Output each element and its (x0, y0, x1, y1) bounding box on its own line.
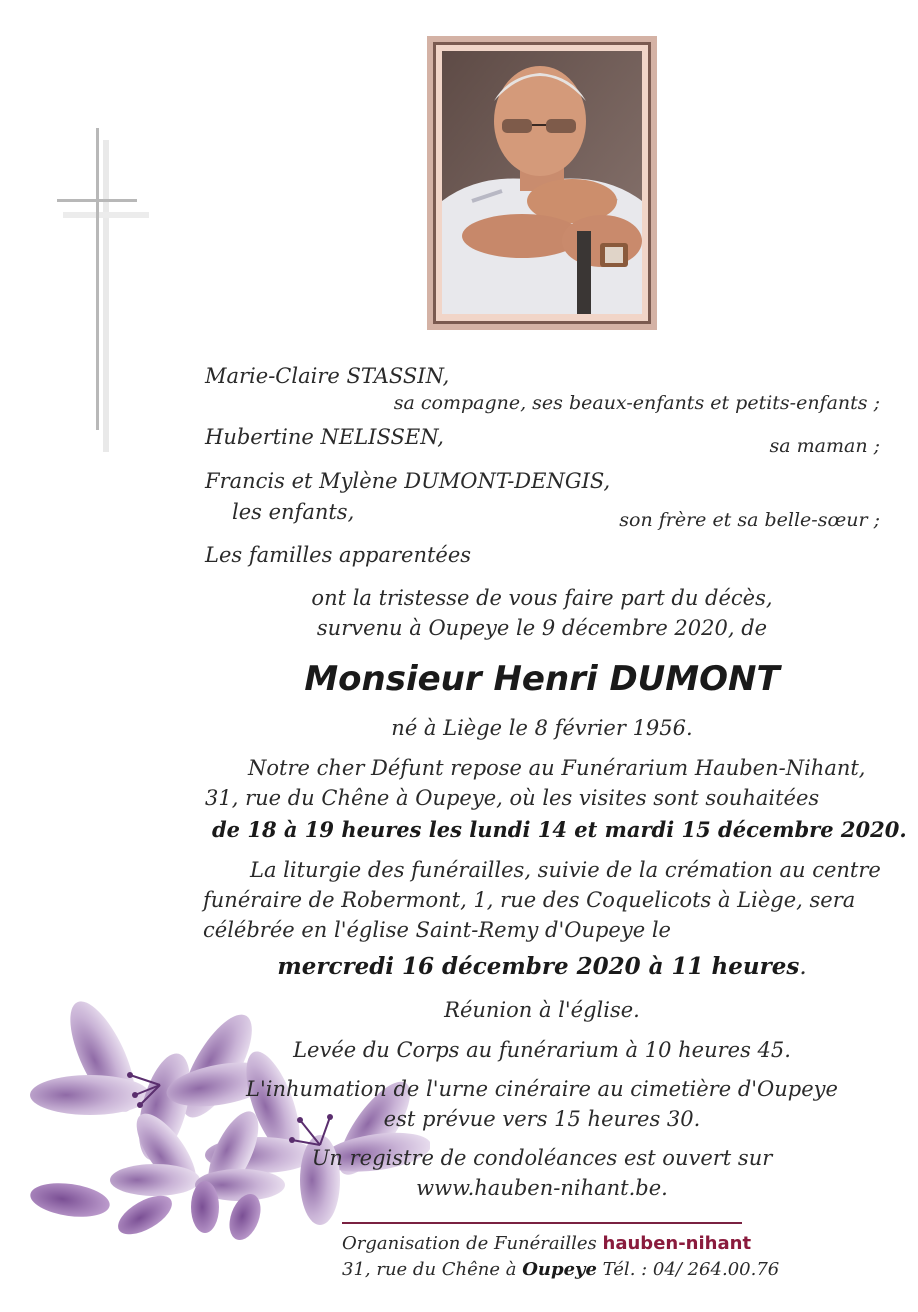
meeting-info: Réunion à l'église. (444, 998, 640, 1022)
family-member-relation: sa compagne, ses beaux-enfants et petits-enfants ; (393, 392, 880, 414)
register-url[interactable]: www.hauben-nihant.be. (416, 1176, 668, 1200)
family-member-name: Francis et Mylène DUMONT-DENGIS, (205, 469, 611, 493)
birth-info: né à Liège le 8 février 1956. (391, 716, 693, 740)
cross-shadow-vertical (103, 140, 109, 452)
inhumation-line: est prévue vers 15 heures 30. (383, 1107, 701, 1131)
cross-icon (96, 128, 99, 430)
deceased-name: Monsieur Henri DUMONT (304, 659, 780, 699)
family-member-subtitle: les enfants, (232, 500, 355, 524)
levee-info: Levée du Corps au funérarium à 10 heures 45. (293, 1038, 791, 1062)
footer-address (342, 1257, 780, 1283)
footer-divider (342, 1222, 742, 1224)
cross-shadow-horizontal (63, 212, 149, 218)
family-member-name: Les familles apparentées (205, 543, 472, 567)
family-member-relation: sa maman ; (769, 435, 880, 457)
footer-organisation (342, 1231, 752, 1257)
visitation-line: Notre cher Défunt repose au Funérarium Hauben-Nihant, (248, 756, 866, 780)
cross-icon-bar (57, 199, 137, 202)
footer-address-prefix: 31, rue du Chêne à (342, 1259, 517, 1280)
portrait-photo (442, 51, 642, 314)
liturgy-line: célébrée en l'église Saint-Remy d'Oupeye le (203, 918, 671, 942)
ceremony-date-suffix: . (799, 954, 807, 980)
visitation-hours: de 18 à 19 heures les lundi 14 et mardi 15 décembre 2020. (212, 817, 907, 842)
liturgy-line: La liturgie des funérailles, suivie de la crémation au centre (250, 858, 881, 882)
inhumation-line: L'inhumation de l'urne cinéraire au cimetière d'Oupeye (246, 1077, 838, 1101)
visitation-line: 31, rue du Chêne à Oupeye, où les visites sont souhaitées (205, 786, 820, 810)
footer-address-city: Oupeye (522, 1259, 597, 1280)
ceremony-date-text: mercredi 16 décembre 2020 à 11 heures (277, 953, 800, 980)
footer-org-label: Organisation de Funérailles (342, 1233, 597, 1254)
family-member-name: Marie-Claire STASSIN, (205, 364, 450, 388)
announcement-line: survenu à Oupeye le 9 décembre 2020, de (316, 616, 768, 640)
liturgy-line: funéraire de Robermont, 1, rue des Coquelicots à Liège, sera (203, 888, 856, 912)
family-member-name: Hubertine NELISSEN, (205, 425, 444, 449)
family-member-relation: son frère et sa belle-sœur ; (619, 509, 880, 531)
brand-logo: hauben-nihant (602, 1233, 752, 1254)
register-line: Un registre de condoléances est ouvert sur (311, 1146, 773, 1170)
announcement-line: ont la tristesse de vous faire part du décès, (311, 586, 773, 610)
footer-phone: Tél. : 04/ 264.00.76 (602, 1259, 780, 1280)
